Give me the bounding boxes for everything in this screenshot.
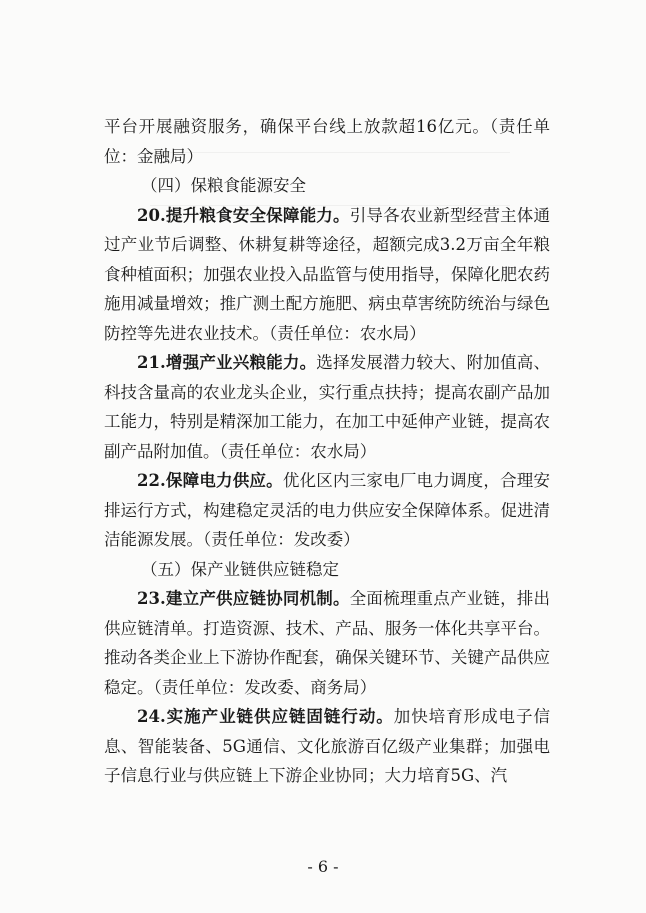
page-number: - 6 - [307, 857, 339, 876]
section-heading: （五）保产业链供应链稳定 [141, 559, 339, 579]
item-text: 引导各农业新型经营主体通过产业节后调整、休耕复耕等途径，超额完成3.2万亩全年粮食种植面积；加强农业投入品监管与使用指导，保障化肥农药施用减量增效；推广测土配方施肥、病虫草害统防统治与绿色防控等先进农业技术。（责任单位：农水局） [104, 205, 550, 343]
item-text: 选择发展潜力较大、附加值高、科技含量高的农业龙头企业，实行重点扶持；提高农副产品加工能力，特别是精深加工能力，在加工中延伸产业链，提高农副产品附加值。（责任单位：农水局） [104, 353, 550, 461]
item-paragraph [104, 466, 550, 555]
item-text: 全面梳理重点产业链，排出供应链清单。打造资源、技术、产品、服务一体化共享平台。推动各类企业上下游协作配套，确保关键环节、关键产品供应稳定。（责任单位：发改委、商务局） [104, 589, 550, 697]
section-heading: （四）保粮食能源安全 [141, 176, 306, 195]
item-lead: 20.提升粮食安全保障能力。 [137, 205, 350, 225]
item-text: 优化区内三家电厂电力调度，合理安排运行方式，构建稳定灵活的电力供应安全保障体系。促进清洁能源发展。（责任单位：发改委） [104, 471, 550, 549]
item-paragraph [104, 348, 550, 466]
continuation-paragraph: 平台开展融资服务，确保平台线上放款超16亿元。（责任单位：金融局） [104, 117, 550, 166]
item-paragraph [104, 201, 550, 349]
item-paragraph [104, 584, 550, 702]
item-lead: 24.实施产业链供应链固链行动。 [137, 707, 394, 726]
item-lead: 22.保障电力供应。 [137, 471, 283, 490]
item-paragraph [104, 702, 550, 791]
body-text [104, 112, 550, 791]
item-lead: 21.增强产业兴粮能力。 [137, 353, 317, 372]
item-lead: 23.建立产供应链协同机制。 [137, 589, 350, 608]
item-text: 加快培育形成电子信息、智能装备、5G通信、文化旅游百亿级产业集群；加强电子信息行业与供应链上下游企业协同；大力培育5G、汽 [104, 707, 550, 785]
